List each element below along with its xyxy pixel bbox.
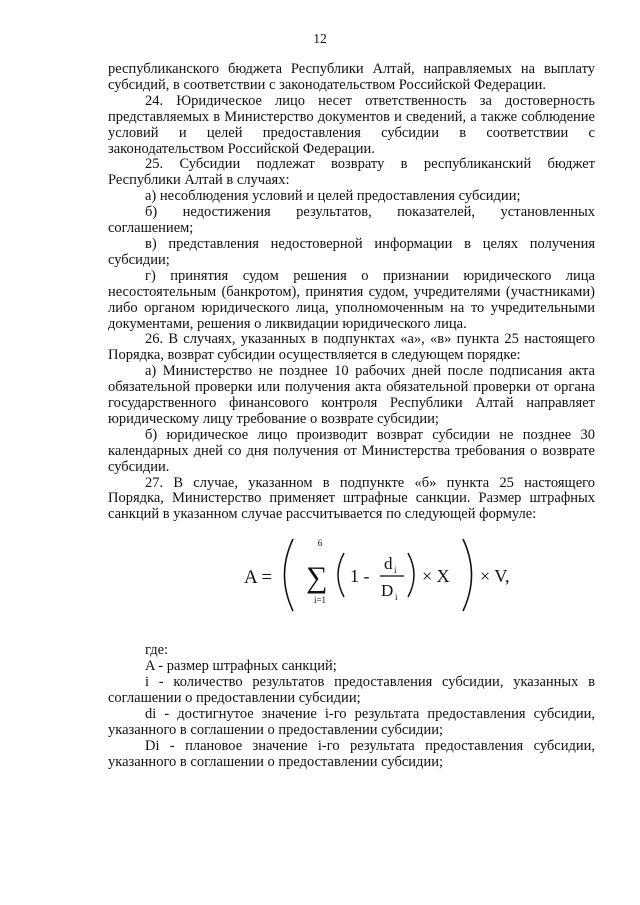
paragraph: Di - плановое значение i-го результата предоставления субсидии, указанного в соглашении о предоставлении субсидии; xyxy=(108,737,595,770)
formula-one-minus: 1 - xyxy=(350,566,370,587)
formula-times-v: × V, xyxy=(480,566,510,587)
paragraph: 25. Субсидии подлежат возврату в республиканский бюджет Республики Алтай в случаях: xyxy=(108,156,595,189)
fraction-numerator-sub: i xyxy=(394,565,397,576)
outer-paren-right xyxy=(463,539,472,611)
formula-graphic xyxy=(108,523,595,629)
paragraph-group-top xyxy=(108,62,595,523)
sum-upper-limit: 6 xyxy=(317,538,323,549)
paragraph: б) юридическое лицо производит возврат субсидии не позднее 30 календарных дней со дня получения от Министерства требования о возврате субсидии. xyxy=(108,426,595,475)
paragraph: di - достигнутое значение i-го результата предоставления субсидии, указанного в соглашении о предоставлении субсидии; xyxy=(108,705,595,738)
fraction-denominator: D xyxy=(381,581,394,601)
fraction-numerator: d xyxy=(384,554,393,574)
paragraph: республиканского бюджета Республики Алтай, направляемых на выплату субсидий, в соответствии с законодательством Российской Федерации. xyxy=(108,61,595,93)
page-number: 12 xyxy=(313,31,327,46)
paragraph: а) несоблюдения условий и целей предоставления субсидии; xyxy=(145,188,521,205)
paragraph: 27. В случае, указанном в подпункте «б» пункта 25 настоящего Порядка, Министерство применяет штрафные санкции. Размер штрафных санкций в указанном случае рассчитывается по следующей формуле: xyxy=(108,474,595,523)
paragraph: A - размер штрафных санкций; xyxy=(145,658,337,675)
formula-times-x: × X xyxy=(422,566,450,587)
formula-lhs: A = xyxy=(244,567,273,589)
paragraph: где: xyxy=(145,642,169,659)
sigma-symbol: ∑ xyxy=(306,561,328,595)
paragraph: г) принятия судом решения о признании юридического лица несостоятельным (банкротом), принятия судом, учредителями (участниками) либо органом юридического лица, уполномоченным на то учредительными документами, решения о ликвидации юридического лица. xyxy=(108,267,595,332)
paragraph: в) представления недостоверной информации в целях получения субсидии; xyxy=(108,235,595,268)
paragraph: 24. Юридическое лицо несет ответственность за достоверность представляемых в Министерство документов и сведений, а также соблюдение условий и целей предоставления субсидии в соответствии с законодательством Российской Федерации. xyxy=(108,92,595,157)
paragraph-group-bottom xyxy=(108,643,595,770)
penalty-formula xyxy=(108,523,595,629)
inner-paren-left xyxy=(338,553,344,597)
fraction-denominator-sub: i xyxy=(395,592,398,603)
inner-paren-right xyxy=(408,553,414,597)
document-body xyxy=(108,62,595,771)
sum-lower-limit: i=1 xyxy=(313,595,327,606)
paragraph: 26. В случаях, указанных в подпунктах «а», «в» пункта 25 настоящего Порядка, возврат субсидии осуществляется в следующем порядке: xyxy=(108,331,595,364)
outer-paren-left xyxy=(285,539,294,611)
paragraph: i - количество результатов предоставления субсидии, указанных в соглашении о предоставлении субсидии; xyxy=(108,674,595,706)
paragraph: б) недостижения результатов, показателей, установленных соглашением; xyxy=(108,204,595,237)
paragraph: а) Министерство не позднее 10 рабочих дней после подписания акта обязательной проверки или получения акта обязательной проверки от органа государственного финансового контроля Республики Алтай направляет юридическому лицу требование о возврате субсидии; xyxy=(108,363,595,427)
